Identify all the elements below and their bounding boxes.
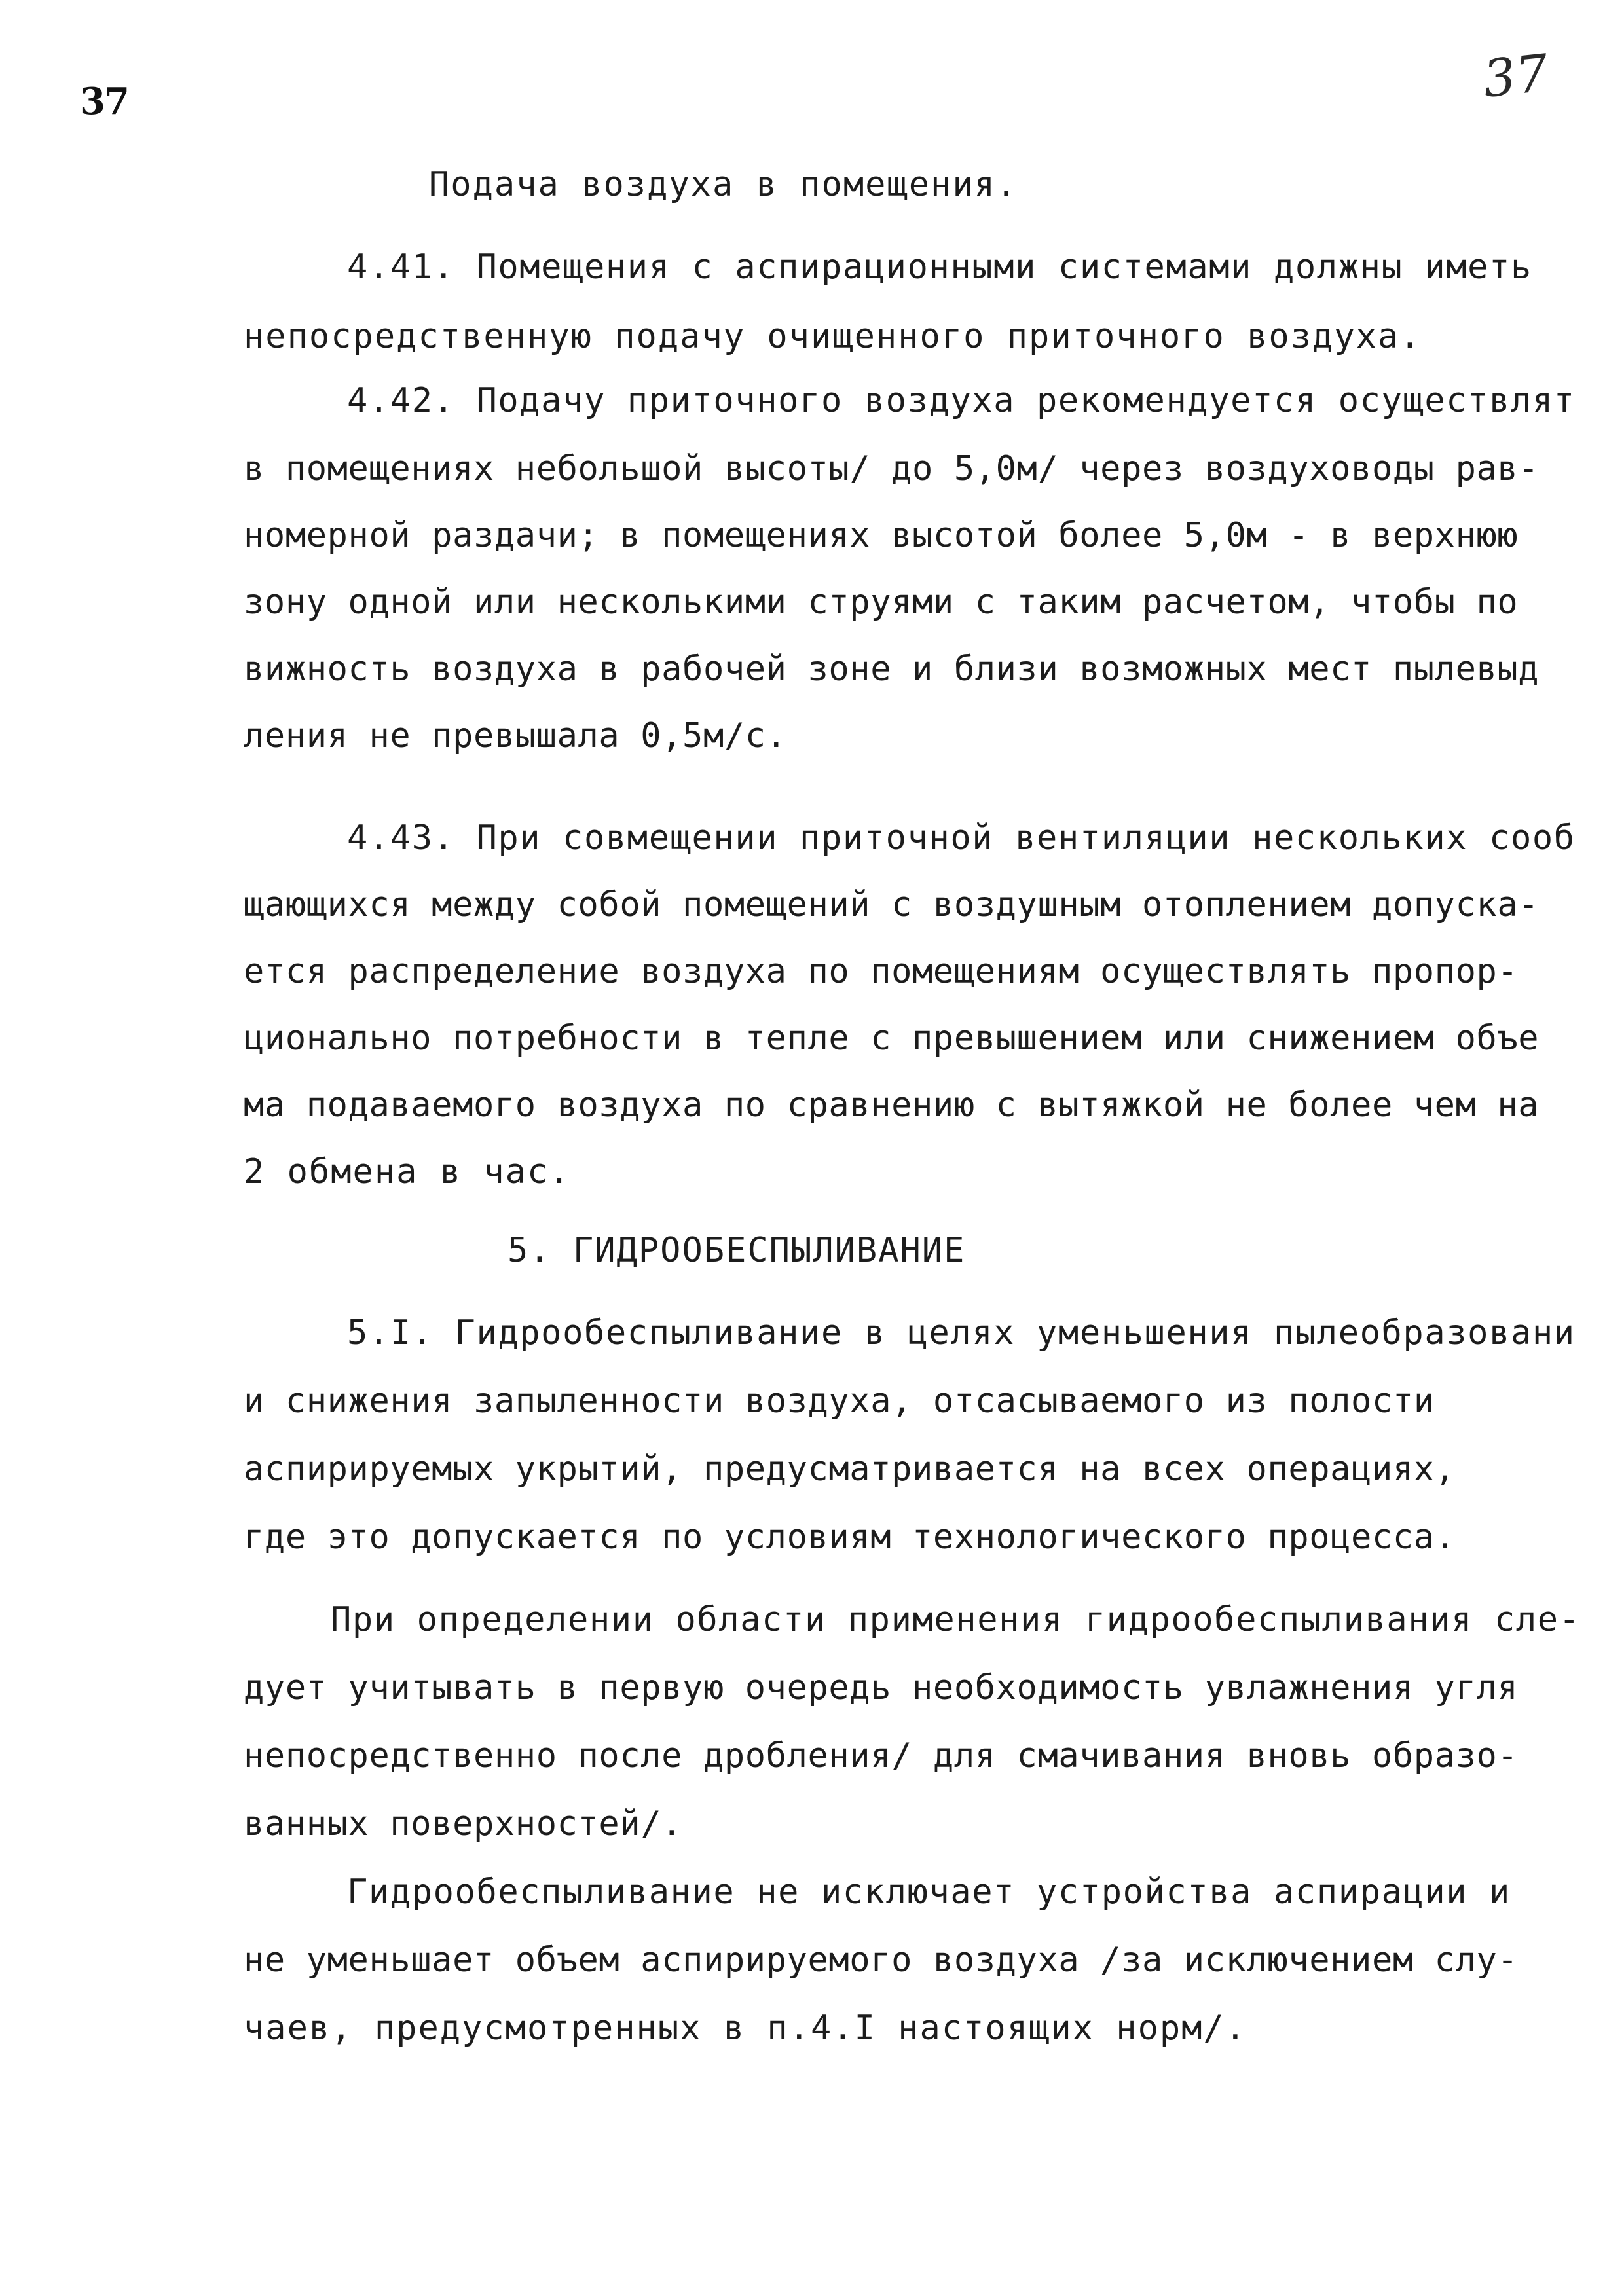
section-heading-air-supply: Подача воздуха в помещения.: [429, 165, 1018, 204]
paragraph-4-43-line: ется распределение воздуха по помещениям осуществлять пропор-: [244, 952, 1519, 991]
paragraph-4-42-line: в помещениях небольшой высоты/ до 5,0м/ через воздуховоды рав-: [244, 449, 1540, 488]
paragraph-5-1-line: 5.I. Гидрообеспыливание в целях уменьшения пылеобразовани: [347, 1313, 1576, 1353]
page-number-stamp: 37: [80, 80, 128, 123]
paragraph-4-42-line: 4.42. Подачу приточного воздуха рекомендуется осуществлят: [347, 381, 1576, 420]
paragraph-4-42-line: ления не превышала 0,5м/с.: [244, 716, 787, 756]
paragraph-4-42-line: номерной раздачи; в помещениях высотой более 5,0м - в верхнюю: [244, 516, 1519, 555]
paragraph-5-1-line: аспирируемых укрытий, предусматривается на всех операциях,: [244, 1449, 1456, 1489]
paragraph-line: ванных поверхностей/.: [244, 1804, 683, 1844]
page-number-handwritten: 37: [1480, 44, 1551, 109]
paragraph-4-43-line: ционально потребности в тепле с превышением или снижением объе: [244, 1019, 1540, 1058]
paragraph-line: чаев, предусмотренных в п.4.I настоящих норм/.: [244, 2009, 1247, 2048]
paragraph-line: не уменьшает объем аспирируемого воздуха /за исключением слу-: [244, 1941, 1519, 1980]
paragraph-4-43-line: ма подаваемого воздуха по сравнению с вытяжкой не более чем на: [244, 1085, 1540, 1125]
paragraph-4-42-line: вижность воздуха в рабочей зоне и близи возможных мест пылевыд: [244, 649, 1540, 689]
paragraph-4-41-line: непосредственную подачу очищенного приточного воздуха.: [244, 317, 1422, 356]
paragraph-5-1-line: и снижения запыленности воздуха, отсасываемого из полости: [244, 1381, 1435, 1421]
paragraph-4-43-line: 4.43. При совмещении приточной вентиляции нескольких сооб: [347, 818, 1576, 858]
paragraph-4-43-line: 2 обмена в час.: [244, 1152, 571, 1192]
paragraph-4-41-line: 4.41. Помещения с аспирационными системами должны иметь: [347, 247, 1532, 287]
paragraph-line: Гидрообеспыливание не исключает устройства аспирации и: [347, 1872, 1511, 1912]
paragraph-5-1-line: где это допускается по условиям технологического процесса.: [244, 1518, 1456, 1557]
paragraph-4-43-line: щающихся между собой помещений с воздушным отоплением допуска-: [244, 885, 1540, 924]
paragraph-4-42-line: зону одной или несколькими струями с таким расчетом, чтобы по: [244, 583, 1519, 622]
section-heading-5: 5. ГИДРООБЕСПЫЛИВАНИЕ: [507, 1231, 966, 1270]
paragraph-line: непосредственно после дробления/ для смачивания вновь образо-: [244, 1736, 1519, 1776]
paragraph-line: При определении области применения гидрообеспыливания сле-: [331, 1600, 1581, 1639]
paragraph-line: дует учитывать в первую очередь необходимость увлажнения угля: [244, 1668, 1519, 1707]
